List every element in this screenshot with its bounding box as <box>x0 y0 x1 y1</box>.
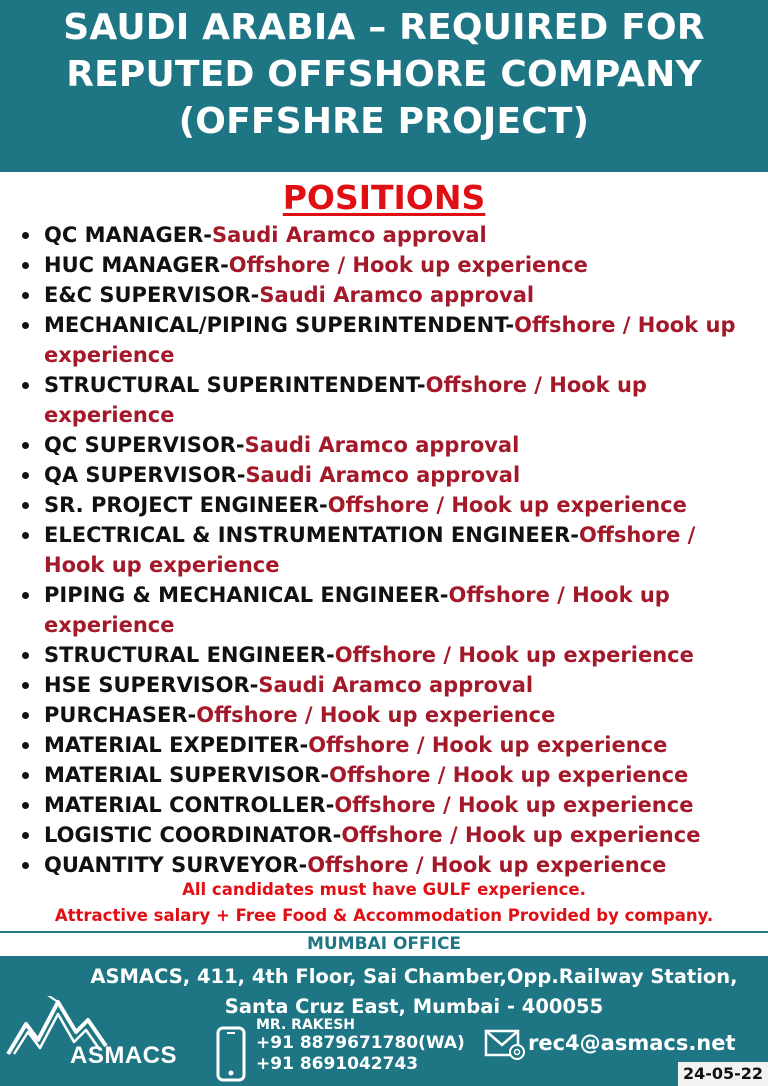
position-title: SR. PROJECT ENGINEER- <box>44 493 328 517</box>
position-requirement: Saudi Aramco approval <box>245 463 521 487</box>
position-item <box>16 280 760 310</box>
phone-number-1[interactable]: +91 8879671780(WA) <box>256 1033 465 1053</box>
positions-heading: POSITIONS <box>282 178 486 217</box>
position-title: PURCHASER- <box>44 703 197 727</box>
position-requirement: Offshore / Hook up experience <box>196 703 556 727</box>
contact-name: MR. RAKESH <box>256 1017 355 1033</box>
position-title: QC SUPERVISOR- <box>44 433 245 457</box>
gulf-experience-note: All candidates must have GULF experience. <box>182 880 586 899</box>
position-title: STRUCTURAL ENGINEER- <box>44 643 335 667</box>
position-item <box>16 850 760 880</box>
position-title: MECHANICAL/PIPING SUPERINTENDENT- <box>44 313 515 337</box>
contact-block <box>256 1018 465 1075</box>
position-title: QA SUPERVISOR- <box>44 463 246 487</box>
address-line-1: ASMACS, 411, 4th Floor, Sai Chamber,Opp.Railway Station, <box>90 965 738 988</box>
position-item <box>16 640 760 670</box>
position-item <box>16 730 760 760</box>
position-title: STRUCTURAL SUPERINTENDENT- <box>44 373 426 397</box>
position-title: PIPING & MECHANICAL ENGINEER- <box>44 583 449 607</box>
position-item <box>16 580 760 640</box>
position-item <box>16 250 760 280</box>
position-title: E&C SUPERVISOR- <box>44 283 260 307</box>
mail-icon <box>484 1028 528 1062</box>
position-item <box>16 520 760 580</box>
position-title: QC MANAGER- <box>44 223 213 247</box>
position-title: HUC MANAGER- <box>44 253 229 277</box>
position-requirement: Saudi Aramco approval <box>258 673 534 697</box>
position-item <box>16 700 760 730</box>
position-title: MATERIAL EXPEDITER- <box>44 733 309 757</box>
position-item <box>16 820 760 850</box>
position-item <box>16 220 760 250</box>
position-requirement: Offshore / Hook up experience <box>334 643 694 667</box>
position-title: ELECTRICAL & INSTRUMENTATION ENGINEER- <box>44 523 579 547</box>
office-label: MUMBAI OFFICE <box>306 934 462 954</box>
date-badge: 24-05-22 <box>678 1062 768 1086</box>
position-requirement: Offshore / Hook up experience <box>44 583 670 637</box>
position-title: LOGISTIC COORDINATOR- <box>44 823 342 847</box>
position-requirement: Offshore / Hook up experience <box>341 823 701 847</box>
position-item <box>16 790 760 820</box>
position-item <box>16 430 760 460</box>
position-item <box>16 310 760 370</box>
position-requirement: Offshore / Hook up experience <box>334 793 694 817</box>
company-logo <box>6 996 196 1084</box>
logo-text: ASMACS <box>70 1042 178 1069</box>
phone-number-2[interactable]: +91 8691042743 <box>256 1054 419 1074</box>
position-item <box>16 490 760 520</box>
position-requirement: Offshore / Hook up experience <box>44 373 647 427</box>
position-title: QUANTITY SURVEYOR- <box>44 853 308 877</box>
position-requirement: Offshore / Hook up experience <box>44 313 736 367</box>
phone-icon <box>216 1026 246 1082</box>
position-requirement: Offshore / Hook up experience <box>327 493 687 517</box>
header-line-3: (OFFSHRE PROJECT) <box>178 101 590 142</box>
position-requirement: Offshore / Hook up experience <box>228 253 588 277</box>
email-address[interactable]: rec4@asmacs.net <box>528 1031 736 1055</box>
position-title: MATERIAL CONTROLLER- <box>44 793 335 817</box>
position-item <box>16 760 760 790</box>
position-requirement: Offshore / Hook up experience <box>44 523 696 577</box>
position-item <box>16 670 760 700</box>
position-requirement: Saudi Aramco approval <box>244 433 520 457</box>
header-line-2: REPUTED OFFSHORE COMPANY <box>66 54 702 95</box>
footer <box>0 956 768 1086</box>
position-requirement: Offshore / Hook up experience <box>329 763 689 787</box>
position-title: MATERIAL SUPERVISOR- <box>44 763 330 787</box>
positions-list <box>16 220 760 880</box>
position-item <box>16 460 760 490</box>
salary-note: Attractive salary + Free Food & Accommodation Provided by company. <box>54 906 714 925</box>
position-item <box>16 370 760 430</box>
position-requirement: Saudi Aramco approval <box>212 223 487 247</box>
header-banner <box>0 0 768 172</box>
position-title: HSE SUPERVISOR- <box>44 673 259 697</box>
position-requirement: Offshore / Hook up experience <box>307 853 667 877</box>
position-requirement: Offshore / Hook up experience <box>308 733 668 757</box>
position-requirement: Saudi Aramco approval <box>259 283 535 307</box>
header-line-1: SAUDI ARABIA – REQUIRED FOR <box>63 7 705 48</box>
address-line-2: Santa Cruz East, Mumbai - 400055 <box>224 995 604 1018</box>
